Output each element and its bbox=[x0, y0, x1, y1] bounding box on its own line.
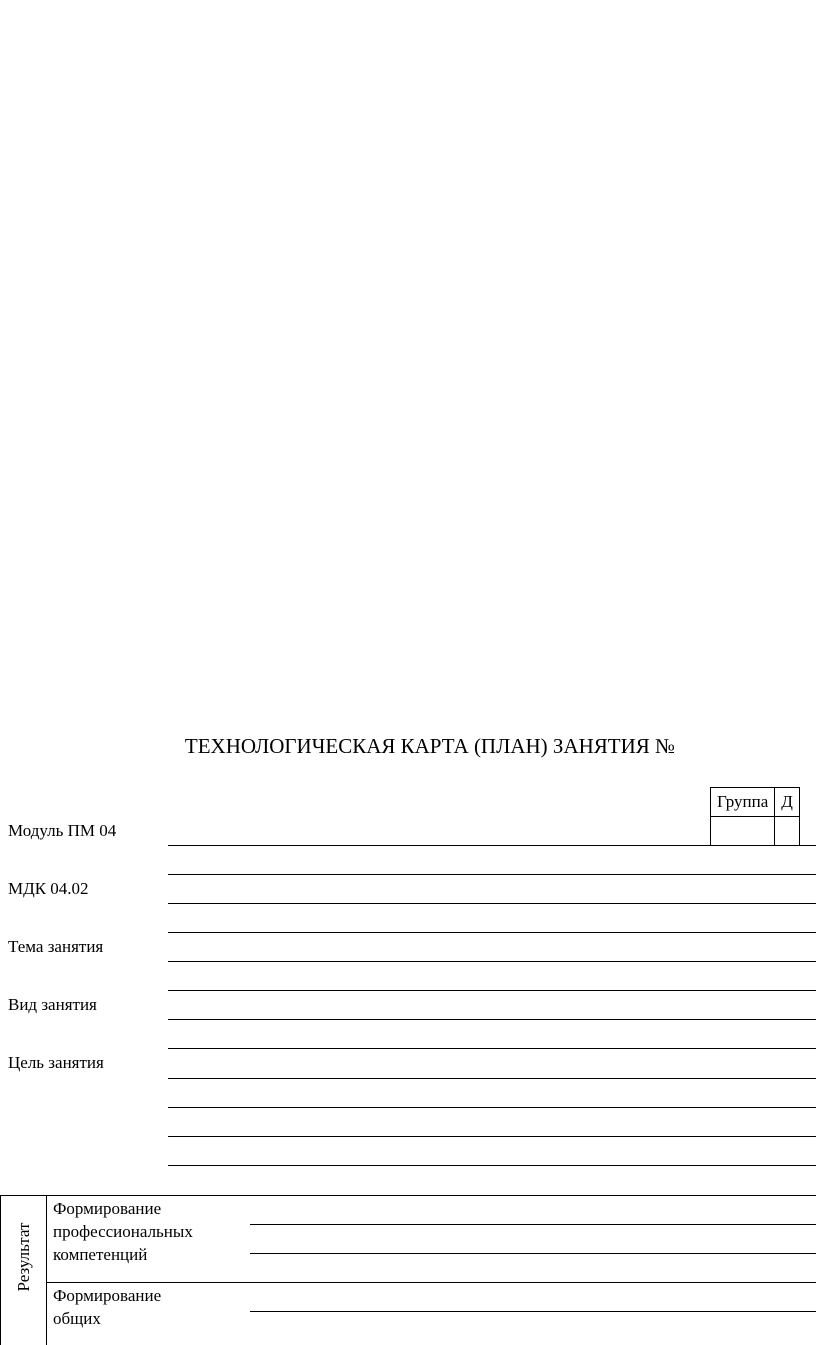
result-row-2-line-1[interactable] bbox=[250, 1311, 816, 1312]
result-row-1-line-1[interactable] bbox=[250, 1224, 816, 1225]
goal-line-4[interactable] bbox=[168, 1165, 816, 1166]
lesson-type-label: Вид занятия bbox=[8, 995, 97, 1014]
date-header: Д bbox=[775, 788, 800, 817]
result-row-2-text: Формирование общих bbox=[53, 1286, 162, 1328]
topic-line[interactable] bbox=[168, 961, 816, 962]
group-header: Группа bbox=[711, 788, 775, 817]
result-column-divider bbox=[46, 1195, 47, 1345]
result-row-1-line-2[interactable] bbox=[250, 1253, 816, 1254]
result-header: Результат bbox=[14, 1222, 33, 1292]
group-value-cell[interactable] bbox=[711, 817, 775, 846]
group-date-table bbox=[710, 787, 800, 846]
goal-line-3[interactable] bbox=[168, 1136, 816, 1137]
goal-line-2[interactable] bbox=[168, 1107, 816, 1108]
topic-line-2[interactable] bbox=[168, 990, 816, 991]
lesson-goal-label: Цель занятия bbox=[8, 1053, 104, 1072]
module-line-2[interactable] bbox=[168, 874, 816, 875]
page-title: ТЕХНОЛОГИЧЕСКАЯ КАРТА (ПЛАН) ЗАНЯТИЯ № bbox=[184, 734, 676, 758]
module-line[interactable] bbox=[168, 845, 816, 846]
result-row-1-text: Формирование профессиональных компетенций bbox=[53, 1199, 193, 1264]
module-label: Модуль ПМ 04 bbox=[8, 821, 117, 840]
result-table-border bbox=[0, 1195, 816, 1196]
mdk-line[interactable] bbox=[168, 903, 816, 904]
goal-line[interactable] bbox=[168, 1078, 816, 1079]
date-value-cell[interactable] bbox=[775, 817, 800, 846]
result-row-1-line-3[interactable] bbox=[250, 1282, 816, 1283]
topic-label: Тема занятия bbox=[8, 937, 104, 956]
type-line-2[interactable] bbox=[168, 1048, 816, 1049]
mdk-line-2[interactable] bbox=[168, 932, 816, 933]
result-table-left-border bbox=[0, 1195, 1, 1345]
type-line[interactable] bbox=[168, 1019, 816, 1020]
mdk-label: МДК 04.02 bbox=[8, 879, 89, 898]
result-row-separator bbox=[46, 1282, 250, 1283]
